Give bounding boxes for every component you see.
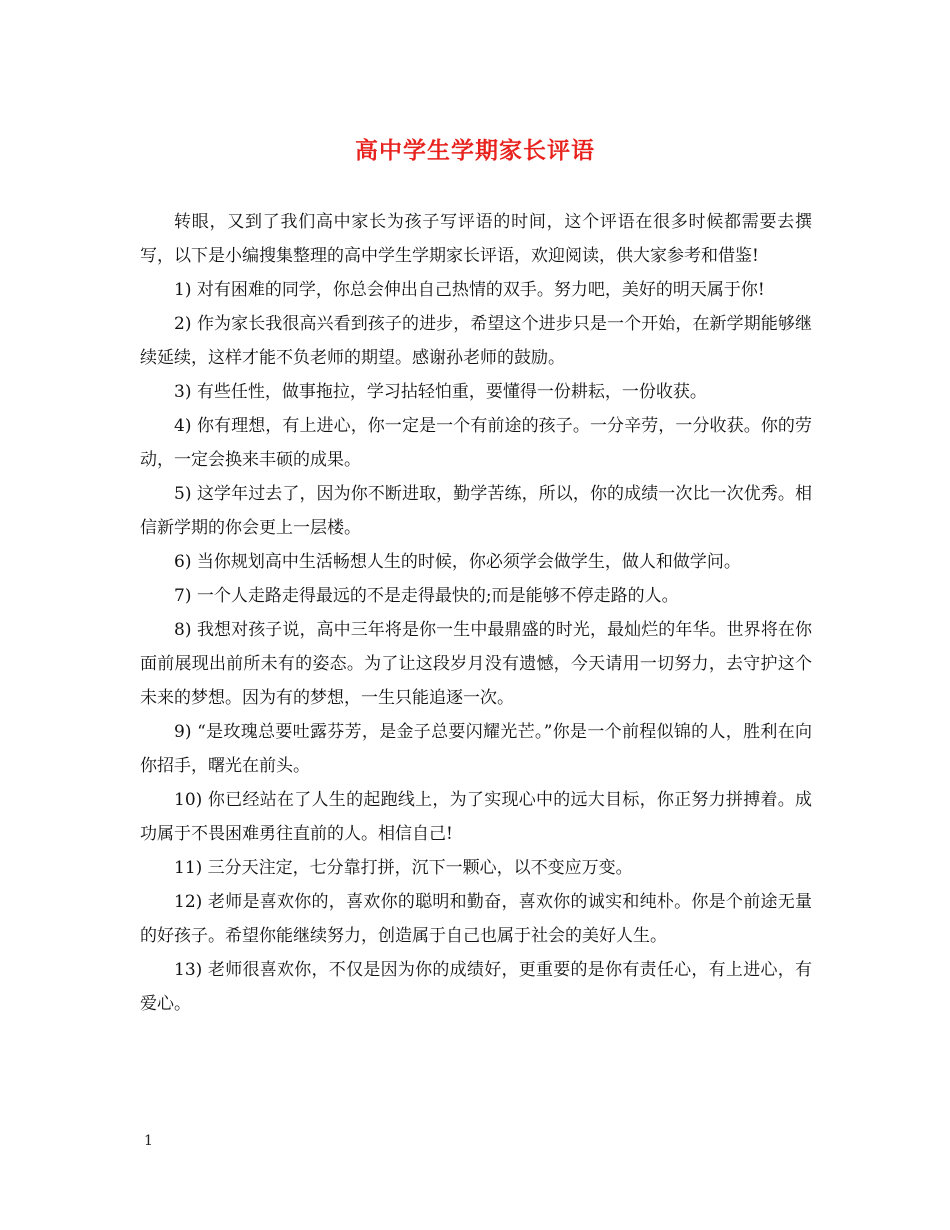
comment-item-3: 3) 有些任性，做事拖拉，学习拈轻怕重，要懂得一份耕耘，一份收获。	[174, 382, 707, 402]
comment-item-2: 2) 作为家长我很高兴看到孩子的进步，希望这个进步只是一个开始，在新学期能够继续延续，这样才能不负老师的期望。感谢孙老师的鼓励。	[140, 314, 812, 368]
comment-item-5: 5) 这学年过去了，因为你不断进取，勤学苦练，所以，你的成绩一次比一次优秀。相信新学期的你会更上一层楼。	[140, 484, 812, 538]
comment-item-4: 4) 你有理想，有上进心，你一定是一个有前途的孩子。一分辛劳，一分收获。你的劳动，一定会换来丰硕的成果。	[140, 416, 812, 470]
comment-item-13: 13) 老师很喜欢你，不仅是因为你的成绩好，更重要的是你有责任心，有上进心，有爱心。	[140, 960, 812, 1014]
comment-item-10: 10) 你已经站在了人生的起跑线上，为了实现心中的远大目标，你正努力拼搏着。成功属于不畏困难勇往直前的人。相信自己!	[140, 790, 812, 844]
comment-item-12: 12) 老师是喜欢你的，喜欢你的聪明和勤奋，喜欢你的诚实和纯朴。你是个前途无量的好孩子。希望你能继续努力，创造属于自己也属于社会的美好人生。	[140, 892, 812, 946]
comment-item-7: 7) 一个人走路走得最远的不是走得最快的;而是能够不停走路的人。	[174, 586, 679, 606]
comment-item-11: 11) 三分天注定，七分靠打拼，沉下一颗心，以不变应万变。	[174, 858, 633, 878]
document-body	[140, 205, 812, 1021]
comment-item-6: 6) 当你规划高中生活畅想人生的时候，你必须学会做学生，做人和做学问。	[174, 552, 741, 572]
intro-paragraph: 转眼，又到了我们高中家长为孩子写评语的时间，这个评语在很多时候都需要去撰写，以下是小编搜集整理的高中学生学期家长评语，欢迎阅读，供大家参考和借鉴!	[140, 212, 812, 266]
comment-item-9: 9) “是玫瑰总要吐露芬芳，是金子总要闪耀光芒。”你是一个前程似锦的人，胜利在向你招手，曙光在前头。	[140, 722, 812, 776]
document-title: 高中学生学期家长评语	[355, 137, 595, 164]
comment-item-8: 8) 我想对孩子说，高中三年将是你一生中最鼎盛的时光，最灿烂的年华。世界将在你面前展现出前所未有的姿态。为了让这段岁月没有遗憾，今天请用一切努力，去守护这个未来的梦想。因为有的梦想，一生只能追逐一次。	[140, 620, 812, 708]
page-number: 1	[144, 1133, 153, 1149]
comment-item-1: 1) 对有困难的同学，你总会伸出自己热情的双手。努力吧，美好的明天属于你!	[174, 280, 765, 300]
